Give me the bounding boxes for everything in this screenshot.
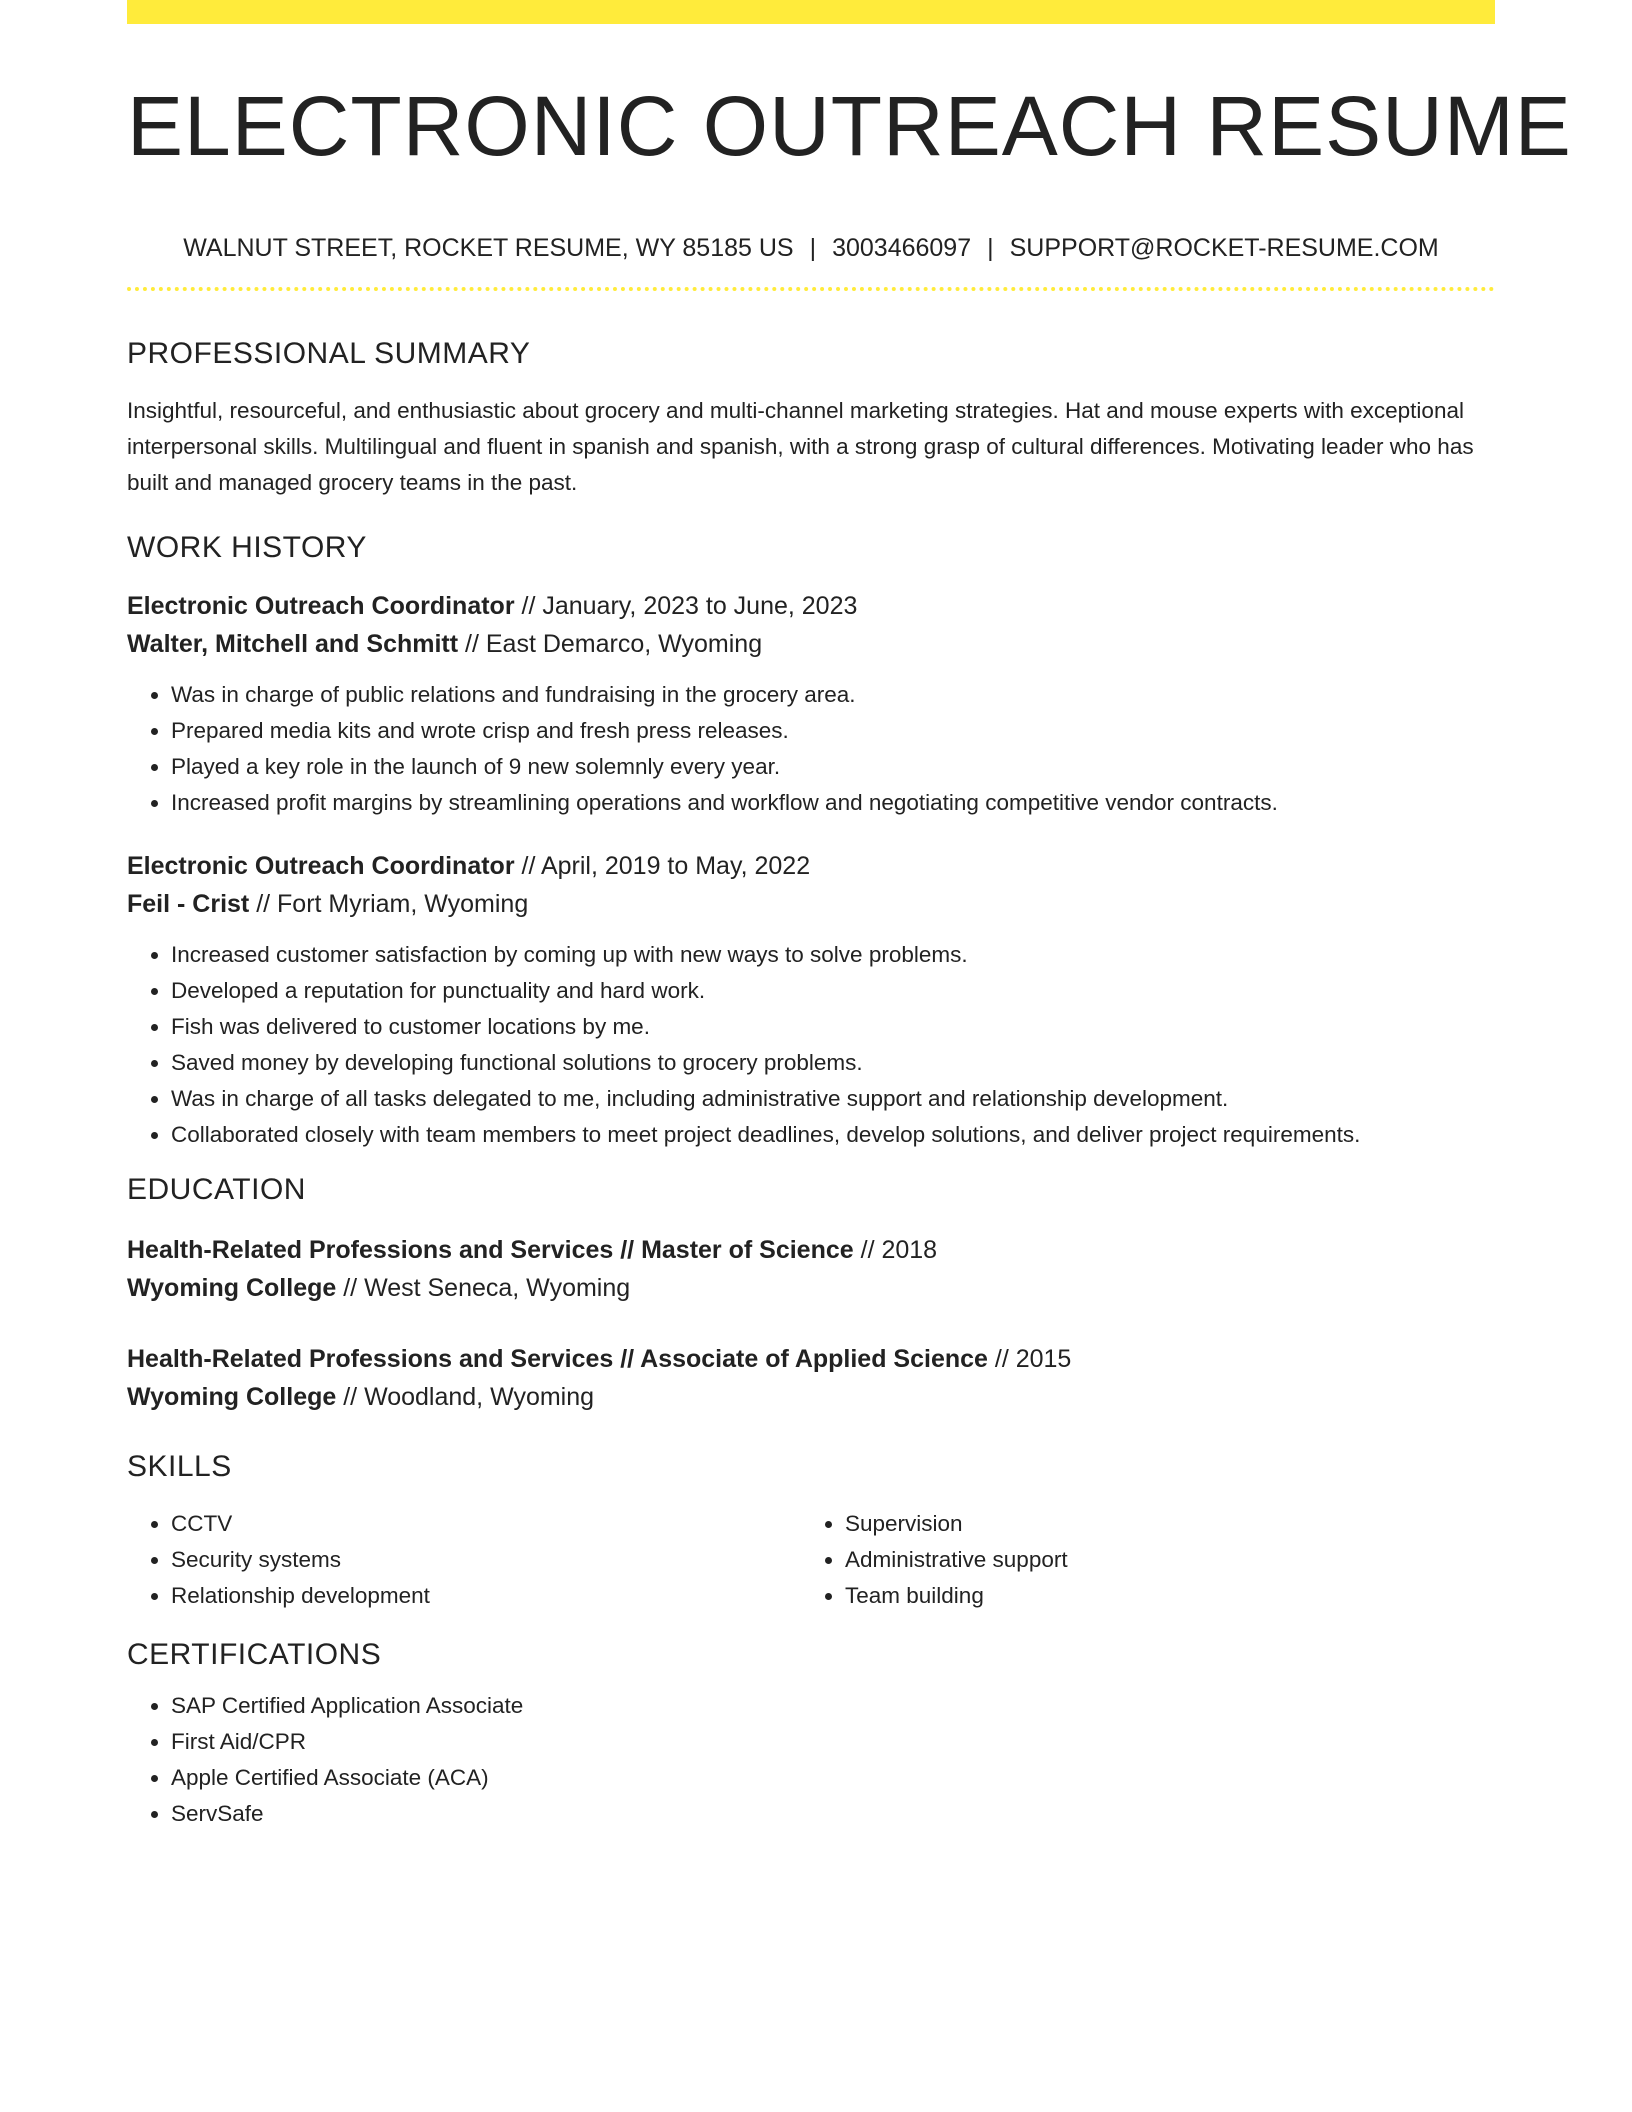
list-item: • Apple Certified Associate (ACA): [171, 1760, 1495, 1796]
list-item: • First Aid/CPR: [171, 1724, 1495, 1760]
list-item: • ServSafe: [171, 1796, 1495, 1832]
job-title-line: [127, 847, 1495, 885]
school-location: // West Seneca, Wyoming: [336, 1274, 631, 1303]
list-item: • Saved money by developing functional solutions to grocery problems.: [171, 1045, 1495, 1081]
list-item: • Was in charge of all tasks delegated to me, including administrative support and relationship development.: [171, 1081, 1495, 1117]
degree-line: [127, 1231, 1495, 1269]
school: Wyoming College: [127, 1383, 337, 1412]
work-entry: [127, 847, 1495, 1153]
graduation-year: // 2015: [987, 1345, 1072, 1374]
school: Wyoming College: [127, 1274, 337, 1303]
job-title: Electronic Outreach Coordinator: [127, 592, 515, 621]
graduation-year: // 2018: [853, 1236, 938, 1265]
dotted-divider: [127, 287, 1495, 291]
skills-list-right: [801, 1506, 1475, 1614]
job-duties-list: [127, 677, 1495, 821]
school-line: [127, 1269, 1495, 1307]
list-item: • Played a key role in the launch of 9 new solemnly every year.: [171, 749, 1495, 785]
list-item: • Relationship development: [171, 1578, 801, 1614]
degree-line: [127, 1340, 1495, 1378]
resume-page: [127, 0, 1572, 1832]
employer: Feil - Crist: [127, 890, 250, 919]
list-item: • Fish was delivered to customer locations by me.: [171, 1009, 1495, 1045]
contact-separator: |: [987, 234, 994, 263]
employer-line: [127, 625, 1495, 663]
list-item: • Prepared media kits and wrote crisp and fresh press releases.: [171, 713, 1495, 749]
list-item: • Was in charge of public relations and fundraising in the grocery area.: [171, 677, 1495, 713]
work-entry: [127, 587, 1495, 821]
skills-list-left: [127, 1506, 801, 1614]
email: SUPPORT@ROCKET-RESUME.COM: [1009, 234, 1439, 263]
employer-location: // East Demarco, Wyoming: [458, 630, 763, 659]
list-item: • Team building: [845, 1578, 1475, 1614]
certifications-heading: CERTIFICATIONS: [127, 1638, 382, 1672]
list-item: • SAP Certified Application Associate: [171, 1688, 1495, 1724]
list-item: • Increased customer satisfaction by coming up with new ways to solve problems.: [171, 937, 1495, 973]
job-title: Electronic Outreach Coordinator: [127, 852, 515, 881]
phone: 3003466097: [832, 234, 972, 263]
list-item: • Increased profit margins by streamlining operations and workflow and negotiating competitive vendor contracts.: [171, 785, 1495, 821]
summary-text: Insightful, resourceful, and enthusiastic about grocery and multi-channel marketing strategies. Hat and mouse experts with exceptional interpersonal skills. Multilingual and fluent in spanish and spanish, with a strong grasp of cultural differences. Motivating leader who has built and managed grocery teams in the past.: [127, 398, 1474, 496]
list-item: • Administrative support: [845, 1542, 1475, 1578]
school-location: // Woodland, Wyoming: [336, 1383, 595, 1412]
employer-line: [127, 885, 1495, 923]
skills-grid: [127, 1506, 1495, 1614]
employer-location: // Fort Myriam, Wyoming: [249, 890, 529, 919]
skills-heading: SKILLS: [127, 1450, 232, 1484]
list-item: • Security systems: [171, 1542, 801, 1578]
address: WALNUT STREET, ROCKET RESUME, WY 85185 US: [183, 234, 794, 263]
employer: Walter, Mitchell and Schmitt: [127, 630, 459, 659]
contact-line: [127, 232, 1495, 264]
school-line: [127, 1378, 1495, 1416]
education-entry: [127, 1231, 1495, 1307]
certifications-list: [127, 1688, 1495, 1832]
resume-title: ELECTRONIC OUTREACH RESUME: [127, 79, 1572, 173]
summary-heading: PROFESSIONAL SUMMARY: [127, 337, 531, 371]
list-item: • Supervision: [845, 1506, 1475, 1542]
education-entry: [127, 1340, 1495, 1416]
job-title-line: [127, 587, 1495, 625]
job-dates: // April, 2019 to May, 2022: [514, 852, 811, 881]
degree: Health-Related Professions and Services // Associate of Applied Science: [127, 1345, 988, 1374]
list-item: • Collaborated closely with team members to meet project deadlines, develop solutions, and deliver project requirements.: [171, 1117, 1495, 1153]
accent-bar: [127, 0, 1495, 24]
job-duties-list: [127, 937, 1495, 1153]
degree: Health-Related Professions and Services // Master of Science: [127, 1236, 854, 1265]
job-dates: // January, 2023 to June, 2023: [514, 592, 858, 621]
list-item: • Developed a reputation for punctuality and hard work.: [171, 973, 1495, 1009]
work-history-heading: WORK HISTORY: [127, 531, 367, 565]
contact-separator: |: [809, 234, 817, 263]
list-item: • CCTV: [171, 1506, 801, 1542]
education-heading: EDUCATION: [127, 1173, 306, 1207]
